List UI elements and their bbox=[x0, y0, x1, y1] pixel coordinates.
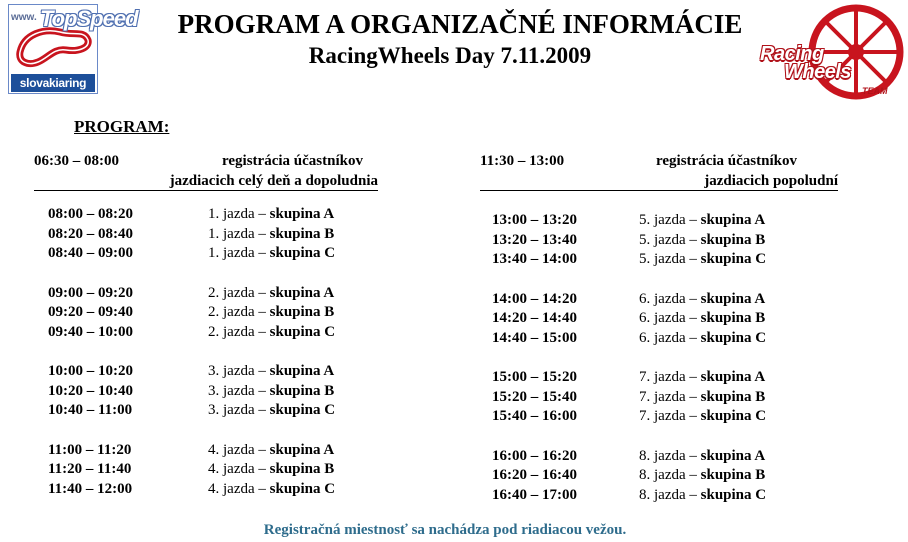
session-description bbox=[639, 210, 765, 230]
session-group: skupina C bbox=[269, 480, 336, 497]
session-time: 16:40 – 17:00 bbox=[492, 486, 577, 503]
session-group: skupina B bbox=[269, 382, 335, 399]
session-ride: 6. jazda – bbox=[639, 310, 701, 326]
session-ride: 1. jazda – bbox=[208, 245, 270, 261]
session-group: skupina C bbox=[700, 251, 767, 267]
session-group: skupina C bbox=[700, 408, 767, 424]
session-time: 14:20 – 14:40 bbox=[492, 310, 577, 326]
session-description bbox=[208, 224, 334, 244]
session-ride: 8. jazda – bbox=[639, 447, 701, 464]
session-description bbox=[639, 446, 765, 466]
session-description bbox=[639, 387, 765, 407]
session-ride: 8. jazda – bbox=[639, 467, 701, 483]
logo-wheels: Wheels bbox=[784, 61, 852, 83]
session-group: skupina A bbox=[269, 363, 335, 379]
racingwheels-logo bbox=[758, 4, 904, 100]
right-registration-label: registrácia účastníkov bbox=[656, 153, 797, 169]
session-group: skupina C bbox=[269, 323, 336, 340]
session-ride: 3. jazda – bbox=[208, 382, 270, 399]
session-ride: 5. jazda – bbox=[639, 212, 701, 228]
session-description bbox=[208, 243, 335, 263]
page-subtitle: RacingWheels Day 7.11.2009 bbox=[308, 43, 592, 68]
session-ride: 7. jazda – bbox=[639, 388, 701, 405]
session-time: 13:20 – 13:40 bbox=[492, 231, 577, 248]
session-time: 10:20 – 10:40 bbox=[48, 382, 133, 399]
session-ride: 2. jazda – bbox=[208, 323, 270, 340]
session-group: skupina B bbox=[269, 304, 335, 320]
program-heading: PROGRAM: bbox=[74, 117, 170, 136]
session-ride: 4. jazda – bbox=[208, 461, 270, 477]
session-time: 16:00 – 16:20 bbox=[492, 447, 577, 464]
session-time: 16:20 – 16:40 bbox=[492, 467, 577, 483]
session-ride: 2. jazda – bbox=[208, 304, 270, 320]
session-description bbox=[208, 400, 335, 420]
session-time: 09:40 – 10:00 bbox=[48, 323, 133, 340]
session-time: 09:00 – 09:20 bbox=[48, 284, 133, 301]
session-time: 13:40 – 14:00 bbox=[492, 251, 577, 267]
session-ride: 6. jazda – bbox=[639, 290, 701, 307]
session-description bbox=[208, 381, 334, 401]
logo-www: www. bbox=[11, 12, 37, 23]
session-time: 14:40 – 15:00 bbox=[492, 329, 577, 346]
left-registration-label: registrácia účastníkov bbox=[222, 153, 363, 169]
session-time: 10:40 – 11:00 bbox=[48, 402, 133, 418]
session-time: 15:20 – 15:40 bbox=[492, 388, 577, 405]
page-title: PROGRAM A ORGANIZAČNÉ INFORMÁCIE bbox=[177, 9, 743, 39]
session-time: 08:40 – 09:00 bbox=[48, 245, 133, 261]
session-group: skupina B bbox=[700, 231, 766, 248]
session-time: 08:00 – 08:20 bbox=[48, 206, 133, 222]
session-description bbox=[639, 289, 765, 309]
session-ride: 3. jazda – bbox=[208, 363, 270, 379]
session-group: skupina B bbox=[269, 225, 335, 242]
session-group: skupina B bbox=[269, 461, 335, 477]
session-time: 15:00 – 15:20 bbox=[492, 369, 577, 385]
session-group: skupina B bbox=[700, 467, 766, 483]
session-description bbox=[639, 367, 765, 387]
logo-racing: Racing bbox=[760, 43, 824, 65]
left-registration-time: 06:30 – 08:00 bbox=[34, 153, 119, 169]
session-description bbox=[639, 406, 766, 426]
session-time: 11:20 – 11:40 bbox=[48, 461, 132, 477]
session-ride: 1. jazda – bbox=[208, 206, 270, 222]
session-group: skupina A bbox=[269, 206, 335, 222]
left-registration-sub: jazdiacich celý deň a dopoludnia bbox=[34, 172, 378, 191]
session-time: 09:20 – 09:40 bbox=[48, 304, 133, 320]
session-group: skupina A bbox=[269, 441, 335, 458]
session-group: skupina C bbox=[269, 402, 336, 418]
session-description bbox=[208, 204, 334, 224]
session-time: 08:20 – 08:40 bbox=[48, 225, 133, 242]
session-description bbox=[639, 249, 766, 269]
session-group: skupina A bbox=[269, 284, 335, 301]
session-ride: 4. jazda – bbox=[208, 480, 270, 497]
session-time: 14:00 – 14:20 bbox=[492, 290, 577, 307]
session-time: 13:00 – 13:20 bbox=[492, 212, 577, 228]
session-description bbox=[639, 328, 766, 348]
session-time: 15:40 – 16:00 bbox=[492, 408, 577, 424]
session-description bbox=[208, 283, 334, 303]
session-group: skupina A bbox=[700, 290, 766, 307]
right-registration-sub: jazdiacich popoludní bbox=[480, 172, 838, 191]
session-description bbox=[208, 302, 334, 322]
session-ride: 2. jazda – bbox=[208, 284, 270, 301]
session-description bbox=[208, 459, 334, 479]
session-group: skupina A bbox=[700, 369, 766, 385]
session-group: skupina B bbox=[700, 310, 766, 326]
session-description bbox=[639, 465, 765, 485]
session-ride: 8. jazda – bbox=[639, 486, 701, 503]
session-ride: 7. jazda – bbox=[639, 369, 701, 385]
session-ride: 1. jazda – bbox=[208, 225, 270, 242]
session-ride: 6. jazda – bbox=[639, 329, 701, 346]
session-description bbox=[639, 308, 765, 328]
session-time: 11:00 – 11:20 bbox=[48, 441, 132, 458]
session-group: skupina A bbox=[700, 212, 766, 228]
session-group: skupina A bbox=[700, 447, 766, 464]
session-ride: 7. jazda – bbox=[639, 408, 701, 424]
logo-team: TEAM bbox=[862, 86, 888, 96]
logo-brand: slovakiaring bbox=[11, 74, 95, 92]
session-group: skupina C bbox=[700, 486, 767, 503]
footer-note: Registračná miestnosť sa nachádza pod riadiacou vežou. bbox=[263, 522, 627, 538]
session-group: skupina C bbox=[269, 245, 336, 261]
session-group: skupina C bbox=[700, 329, 767, 346]
session-ride: 3. jazda – bbox=[208, 402, 270, 418]
session-description bbox=[208, 479, 335, 499]
session-description bbox=[639, 485, 766, 505]
session-description bbox=[639, 230, 765, 250]
session-time: 11:40 – 12:00 bbox=[48, 480, 133, 497]
slovakiaring-logo bbox=[8, 4, 138, 96]
session-ride: 5. jazda – bbox=[639, 231, 701, 248]
logo-topspeed: TopSpeed bbox=[40, 6, 138, 31]
right-registration-time: 11:30 – 13:00 bbox=[480, 153, 565, 169]
session-description bbox=[208, 322, 335, 342]
session-description bbox=[208, 361, 334, 381]
session-group: skupina B bbox=[700, 388, 766, 405]
session-ride: 4. jazda – bbox=[208, 441, 270, 458]
session-ride: 5. jazda – bbox=[639, 251, 701, 267]
session-time: 10:00 – 10:20 bbox=[48, 363, 133, 379]
session-description bbox=[208, 440, 334, 460]
